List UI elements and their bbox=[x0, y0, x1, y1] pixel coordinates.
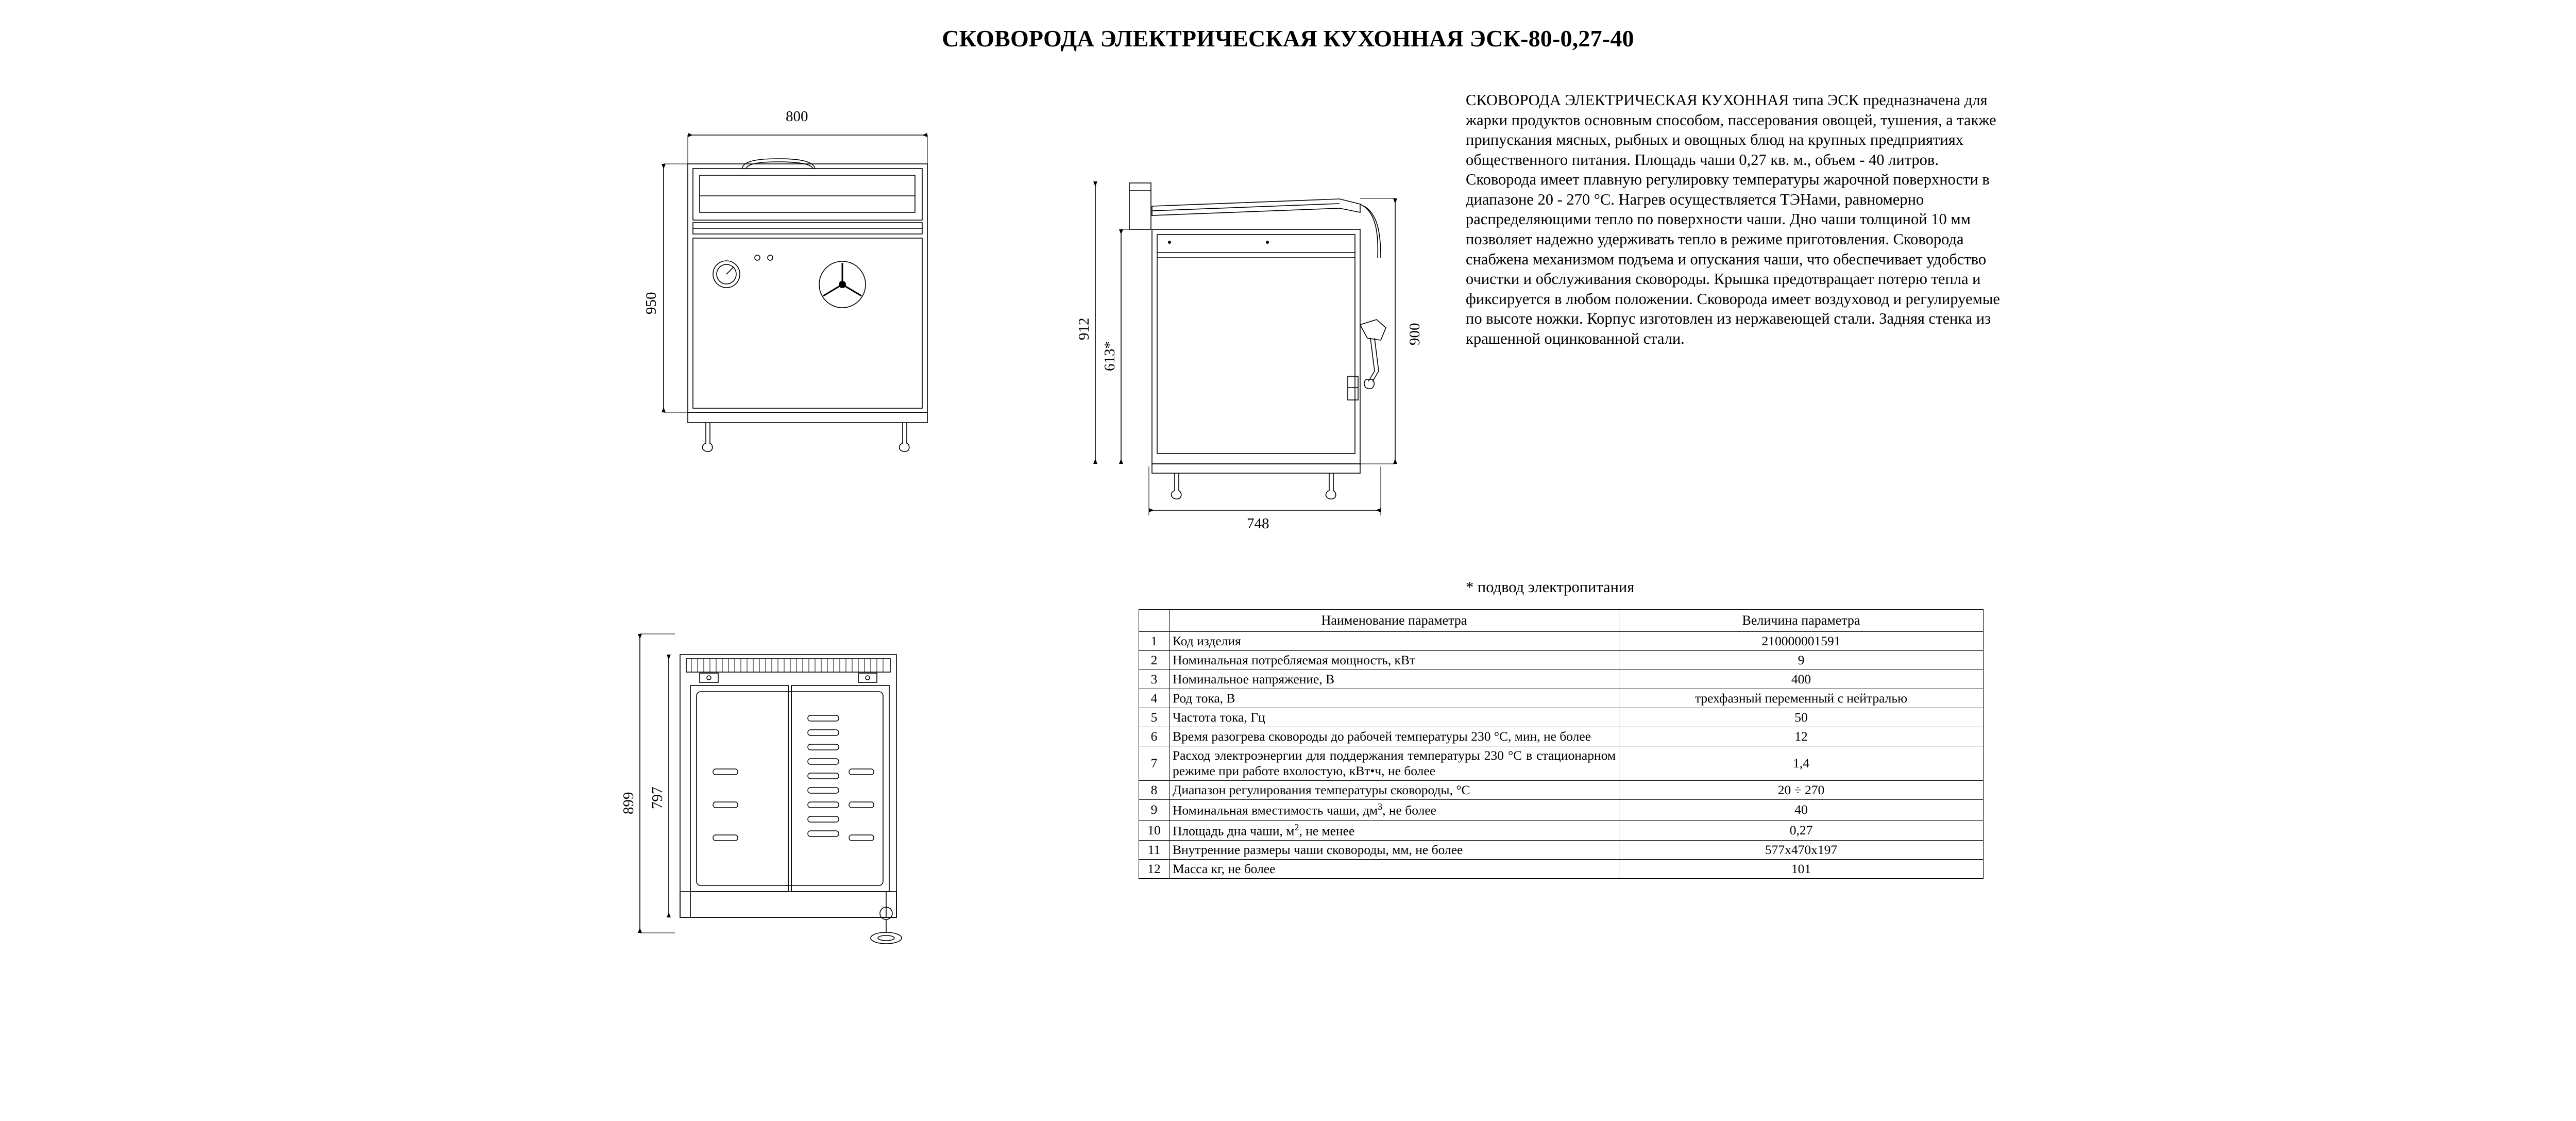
table-row bbox=[1139, 841, 1984, 860]
side-view-drawing bbox=[1051, 155, 1443, 577]
row-parameter-name: Род тока, В bbox=[1170, 689, 1619, 708]
table-row bbox=[1139, 632, 1984, 651]
table-header-index bbox=[1139, 610, 1170, 632]
product-description: СКОВОРОДА ЭЛЕКТРИЧЕСКАЯ КУХОННАЯ типа ЭСК предназначена для жарки продуктов основным способом, пассерования овощей, тушения, а также припускания мясных, рыбных и овощных блюд на крупных предприятиях общественного питания. Площадь чаши 0,27 кв. м., объем - 40 литров. Сковорода имеет плавную регулировку температуры жарочной поверхности в диапазоне 20 - 270 °C. Нагрев осуществляется ТЭНами, равномерно распределяющими тепло по поверхности чаши. Дно чаши толщиной 10 мм позволяет надежно удерживать тепло в режиме приготовления. Сковорода снабжена механизмом подъема и опускания чаши, что обеспечивает удобство очистки и обслуживания сковороды. Крышка предотвращает потерю тепла и фиксируется в любом положении. Сковорода имеет воздуховод и регулируемые по высоте ножки. Корпус изготовлен из нержавеющей стали. Задняя стенка из крашенной оцинкованной стали. bbox=[1466, 91, 2000, 347]
row-index: 3 bbox=[1139, 670, 1170, 689]
front-width-dimension: 800 bbox=[786, 108, 808, 125]
footnote-power-supply: * подвод электропитания bbox=[1466, 578, 1635, 596]
side-width-dimension-748: 748 bbox=[1247, 515, 1269, 532]
front-height-dimension: 950 bbox=[643, 292, 659, 314]
row-index: 8 bbox=[1139, 781, 1170, 800]
table-row bbox=[1139, 689, 1984, 708]
specification-table bbox=[1139, 609, 1984, 879]
side-height-dimension-613: 613* bbox=[1101, 341, 1118, 371]
side-height-dimension-912: 912 bbox=[1076, 317, 1092, 340]
row-parameter-value: 400 bbox=[1619, 670, 1984, 689]
table-header-parameter-value: Величина параметра bbox=[1619, 610, 1984, 632]
table-row bbox=[1139, 651, 1984, 670]
row-index: 10 bbox=[1139, 820, 1170, 841]
top-height-dimension-899: 899 bbox=[620, 792, 637, 814]
row-parameter-value: 40 bbox=[1619, 800, 1984, 821]
table-row bbox=[1139, 670, 1984, 689]
row-index: 9 bbox=[1139, 800, 1170, 821]
row-parameter-value: 9 bbox=[1619, 651, 1984, 670]
table-header-parameter-name: Наименование параметра bbox=[1170, 610, 1619, 632]
table-row bbox=[1139, 746, 1984, 781]
row-index: 7 bbox=[1139, 746, 1170, 781]
row-index: 6 bbox=[1139, 727, 1170, 746]
table-row bbox=[1139, 820, 1984, 841]
row-index: 2 bbox=[1139, 651, 1170, 670]
row-parameter-value: 12 bbox=[1619, 727, 1984, 746]
row-parameter-name: Расход электроэнергии для поддержания температуры 230 °С в стационарном режиме при работе вхолостую, кВт•ч, не более bbox=[1170, 746, 1619, 781]
table-header-row bbox=[1139, 610, 1984, 632]
row-parameter-name: Время разогрева сковороды до рабочей температуры 230 °С, мин, не более bbox=[1170, 727, 1619, 746]
row-parameter-name: Частота тока, Гц bbox=[1170, 708, 1619, 727]
row-parameter-value: 1,4 bbox=[1619, 746, 1984, 781]
row-index: 4 bbox=[1139, 689, 1170, 708]
row-parameter-name: Номинальная потребляемая мощность, кВт bbox=[1170, 651, 1619, 670]
row-parameter-value: 20 ÷ 270 bbox=[1619, 781, 1984, 800]
top-height-dimension-797: 797 bbox=[649, 787, 666, 809]
front-view-drawing bbox=[608, 103, 969, 510]
row-parameter-value: 50 bbox=[1619, 708, 1984, 727]
row-index: 1 bbox=[1139, 632, 1170, 651]
row-parameter-name: Площадь дна чаши, $м^2$, не менее bbox=[1170, 820, 1619, 841]
row-index: 5 bbox=[1139, 708, 1170, 727]
table-row bbox=[1139, 800, 1984, 821]
table-row bbox=[1139, 708, 1984, 727]
table-row bbox=[1139, 727, 1984, 746]
row-parameter-value: 0,27 bbox=[1619, 820, 1984, 841]
row-parameter-value: трехфазный переменный с нейтралью bbox=[1619, 689, 1984, 708]
side-height-dimension-900: 900 bbox=[1406, 323, 1423, 345]
row-parameter-name: Масса кг, не более bbox=[1170, 860, 1619, 879]
row-parameter-value: 101 bbox=[1619, 860, 1984, 879]
row-parameter-name: Внутренние размеры чаши сковороды, мм, не более bbox=[1170, 841, 1619, 860]
row-parameter-name: Номинальное напряжение, В bbox=[1170, 670, 1619, 689]
row-parameter-name: Диапазон регулирования температуры сковороды, °С bbox=[1170, 781, 1619, 800]
page-title: СКОВОРОДА ЭЛЕКТРИЧЕСКАЯ КУХОННАЯ ЭСК-80-0,27-40 bbox=[942, 25, 1634, 52]
row-parameter-name: Код изделия bbox=[1170, 632, 1619, 651]
row-parameter-name: Номинальная вместимость чаши, $дм^3$, не более bbox=[1170, 800, 1619, 821]
table-row bbox=[1139, 860, 1984, 879]
row-parameter-value: 210000001591 bbox=[1619, 632, 1984, 651]
row-index: 12 bbox=[1139, 860, 1170, 879]
row-index: 11 bbox=[1139, 841, 1170, 860]
table-row bbox=[1139, 781, 1984, 800]
row-parameter-value: 577х470х197 bbox=[1619, 841, 1984, 860]
top-view-drawing bbox=[608, 598, 969, 969]
